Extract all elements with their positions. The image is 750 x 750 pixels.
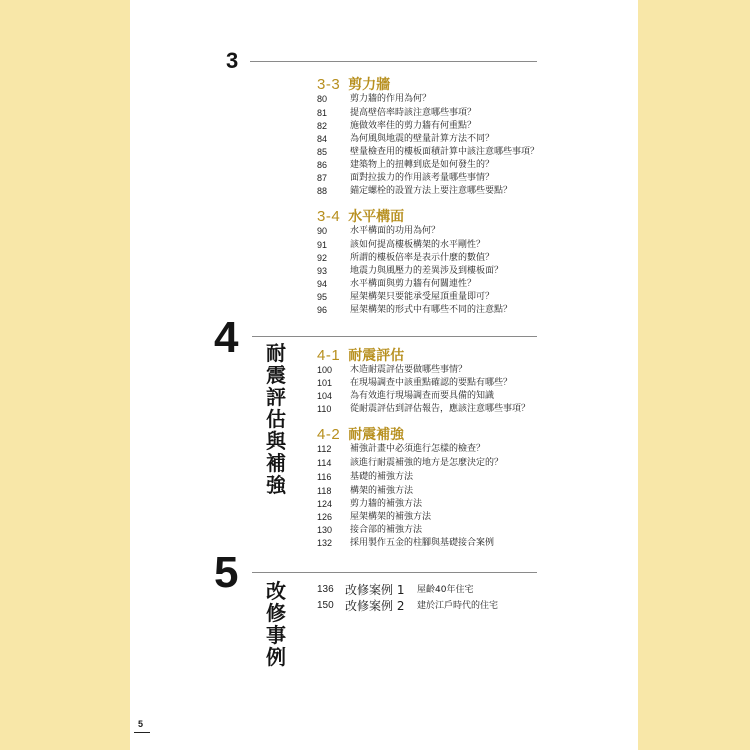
section-3-3-number: 3-3: [317, 76, 341, 93]
case-description: 屋齡40年住宅: [417, 585, 474, 595]
entry-page: 82: [317, 121, 328, 131]
entry-text: 基礎的補強方法: [350, 472, 414, 482]
entry-text: 所謂的樓板倍率是表示什麼的數值？: [350, 253, 495, 263]
section-4-2-heading: [317, 426, 404, 442]
entry-text: 採用製作五金的柱腳與基礎接合案例: [350, 538, 495, 548]
entry-page: 95: [317, 292, 328, 302]
entry-page: 93: [317, 266, 328, 276]
entry-page: 92: [317, 253, 328, 263]
entry-page: 110: [317, 404, 332, 414]
entry-text: 建築物上的扭轉到底是如何發生的？: [350, 160, 495, 170]
entry-page: 87: [317, 173, 328, 183]
entry-page: 116: [317, 472, 332, 482]
case-page: 150: [317, 600, 334, 611]
entry-page: 101: [317, 378, 333, 388]
left-side-band: [0, 0, 130, 750]
chapter-5-number: 5: [214, 548, 239, 597]
entry-text: 從耐震評估到評估報告，應該注意哪些事項？: [350, 404, 531, 414]
section-4-1-number: 4-1: [317, 347, 341, 364]
entry-text: 為有效進行現場調查而要具備的知識: [350, 391, 495, 401]
entry-text: 錨定螺栓的設置方法上要注意哪些要點？: [350, 186, 513, 196]
entry-page: 84: [317, 134, 328, 144]
entry-text: 構架的補強方法: [350, 486, 414, 496]
entry-page: 104: [317, 391, 333, 401]
entry-page: 112: [317, 444, 332, 454]
chapter-4-rule: [252, 336, 537, 337]
entry-text: 壁量檢查用的樓板面積計算中該注意哪些事項？: [350, 147, 540, 157]
entry-text: 為何風與地震的壁量計算方法不同？: [350, 134, 495, 144]
case-label: 改修案例 2: [345, 599, 405, 613]
page-number-underline: [134, 732, 150, 733]
section-4-2-title: 耐震補強: [348, 427, 405, 443]
entry-page: 124: [317, 499, 333, 509]
entry-text: 接合部的補強方法: [350, 525, 423, 535]
chapter-4-title: 耐震評估與補強: [266, 341, 286, 497]
page-number: 5: [138, 719, 144, 729]
entry-text: 木造耐震評估要做哪些事情？: [350, 365, 468, 375]
entry-text: 面對拉拔力的作用該考量哪些事情？: [350, 173, 495, 183]
case-label: 改修案例 1: [345, 583, 405, 597]
entry-text: 剪力牆的作用為何？: [350, 94, 432, 104]
entry-page: 86: [317, 160, 328, 170]
entry-text: 屋架構架只要能承受屋頂重量即可？: [350, 292, 495, 302]
chapter-3-number: 3: [226, 48, 239, 73]
entry-page: 96: [317, 305, 328, 315]
right-side-band: [638, 0, 750, 750]
entry-text: 水平構面與剪力牆有何關連性？: [350, 279, 477, 289]
entry-text: 水平構面的功用為何？: [350, 226, 441, 236]
entry-page: 126: [317, 512, 333, 522]
section-3-4-number: 3-4: [317, 208, 341, 225]
entry-page: 100: [317, 365, 333, 375]
entry-page: 91: [317, 240, 328, 250]
section-4-1-title: 耐震評估: [348, 348, 405, 364]
section-3-3-heading: [317, 76, 390, 92]
entry-text: 補強計畫中必須進行怎樣的檢查？: [350, 444, 486, 454]
chapter-5-rule: [252, 572, 537, 573]
chapter-4-number: 4: [214, 313, 239, 362]
entry-page: 132: [317, 538, 333, 548]
chapter-5-title: 改修事例: [266, 579, 286, 669]
chapter-3-rule: [250, 61, 537, 62]
entry-text: 該進行耐震補強的地方是怎麼決定的？: [350, 458, 504, 468]
section-4-1-heading: [317, 347, 404, 363]
section-3-4-title: 水平構面: [348, 209, 405, 225]
entry-page: 130: [317, 525, 333, 535]
entry-page: 118: [317, 486, 332, 496]
entry-text: 在現場調查中該重點確認的要點有哪些？: [350, 378, 513, 388]
section-3-3-title: 剪力牆: [348, 77, 391, 93]
entry-page: 81: [317, 108, 328, 118]
entry-text: 剪力牆的補強方法: [350, 499, 423, 509]
entry-text: 該如何提高樓板構架的水平剛性？: [350, 240, 486, 250]
entry-page: 88: [317, 186, 328, 196]
section-3-4-heading: [317, 208, 404, 224]
entry-page: 90: [317, 226, 328, 236]
entry-text: 提高壁倍率時該注意哪些事項？: [350, 108, 477, 118]
case-description: 建於江戶時代的住宅: [417, 601, 499, 611]
entry-text: 屋架構架的形式中有哪些不同的注意點？: [350, 305, 513, 315]
section-4-2-number: 4-2: [317, 426, 341, 443]
entry-page: 114: [317, 458, 332, 468]
entry-page: 80: [317, 94, 328, 104]
entry-page: 85: [317, 147, 328, 157]
case-page: 136: [317, 584, 334, 595]
entry-text: 施做效率佳的剪力牆有何重點？: [350, 121, 477, 131]
entry-text: 地震力與風壓力的差異涉及到樓板面？: [350, 266, 504, 276]
entry-page: 94: [317, 279, 328, 289]
entry-text: 屋架構架的補強方法: [350, 512, 432, 522]
